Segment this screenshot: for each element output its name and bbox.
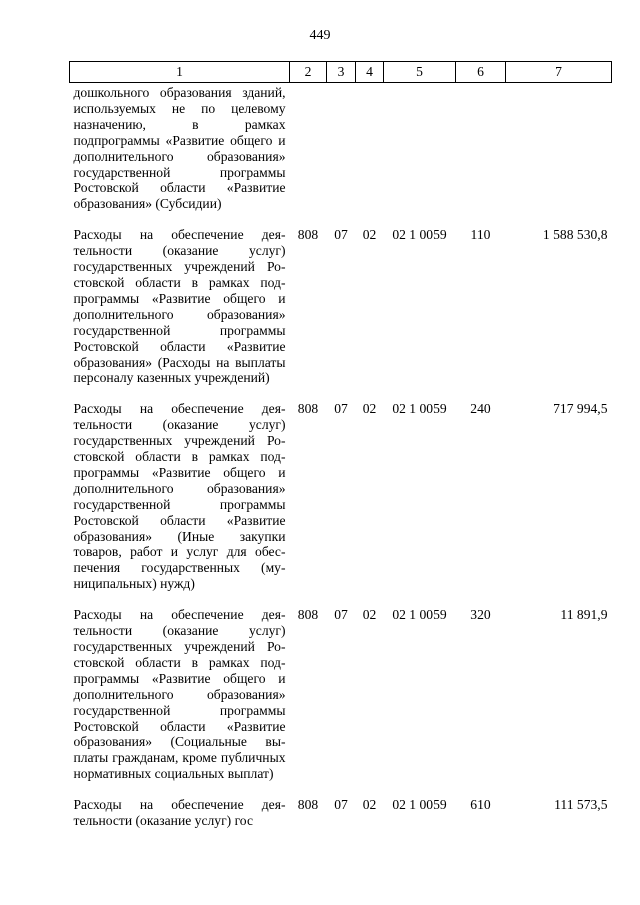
header-cell-3: 3 xyxy=(327,62,356,83)
row-description: Расходы на обеспечение деятельности (оказание услуг) гос xyxy=(73,797,286,829)
table-header xyxy=(70,62,612,83)
row-description: дошкольного образования зданий, используемых не по целевому назначению, в рамках подпрограммы «Развитие общего и дополнительного образования» государственной программы Ростовской области «Развитие образования» (Субсидии) xyxy=(73,85,286,212)
budget-table-container xyxy=(69,61,612,844)
row-expense-type-code: 610 xyxy=(470,797,491,813)
header-cell-2: 2 xyxy=(290,62,327,83)
row-amount: 1 588 530,8 xyxy=(542,227,608,243)
page-number: 449 xyxy=(309,28,331,43)
row-expense-type-code: 240 xyxy=(470,401,491,417)
table-row xyxy=(70,797,612,844)
table-body xyxy=(70,83,612,844)
row-ministry-code: 808 xyxy=(297,227,319,243)
header-cell-5: 5 xyxy=(384,62,456,83)
row-section-code: 07 xyxy=(334,607,348,623)
table-row xyxy=(70,227,612,401)
row-target-code: 02 1 0059 xyxy=(392,607,447,623)
row-section-code: 07 xyxy=(334,227,348,243)
row-ministry-code xyxy=(290,83,327,228)
header-row xyxy=(70,62,612,83)
row-amount: 11 891,9 xyxy=(560,607,608,623)
row-description: Расходы на обеспечение деятельности (оказание услуг) государственных учреждений Ростовской области в рамках подпрограммы «Развитие общего и дополнительного образования» государственной программы Ростовской области «Развитие образования» (Иные закупки товаров, работ и услуг для обеспечения государственных (муниципальных) нужд) xyxy=(73,401,286,592)
header-cell-7: 7 xyxy=(506,62,612,83)
header-cell-6: 6 xyxy=(456,62,506,83)
table-row xyxy=(70,83,612,228)
row-expense-type-code: 110 xyxy=(470,227,491,243)
row-amount xyxy=(506,83,612,228)
row-section-code xyxy=(327,83,356,228)
budget-table xyxy=(69,61,612,844)
row-target-code: 02 1 0059 xyxy=(392,797,447,813)
table-row xyxy=(70,401,612,607)
row-amount: 717 994,5 xyxy=(553,401,608,417)
table-row xyxy=(70,607,612,797)
row-ministry-code: 808 xyxy=(297,797,319,813)
row-description: Расходы на обеспечение деятельности (оказание услуг) государственных учреждений Ростовской области в рамках подпрограммы «Развитие общего и дополнительного образования» государственной программы Ростовской области «Развитие образования» (Расходы на выплаты персоналу казенных учреждений) xyxy=(73,227,286,386)
row-subsection-code xyxy=(356,83,384,228)
header-cell-1: 1 xyxy=(70,62,290,83)
row-subsection-code: 02 xyxy=(362,401,377,417)
row-subsection-code: 02 xyxy=(362,797,377,813)
row-ministry-code: 808 xyxy=(297,401,319,417)
header-cell-4: 4 xyxy=(356,62,384,83)
row-target-code: 02 1 0059 xyxy=(392,227,447,243)
row-description: Расходы на обеспечение деятельности (оказание услуг) государственных учреждений Ростовской области в рамках подпрограммы «Развитие общего и дополнительного образования» государственной программы Ростовской области «Развитие образования» (Социальные выплаты гражданам, кроме публичных нормативных социальных выплат) xyxy=(73,607,286,782)
row-ministry-code: 808 xyxy=(297,607,319,623)
row-section-code: 07 xyxy=(334,797,348,813)
row-subsection-code: 02 xyxy=(362,607,377,623)
row-target-code: 02 1 0059 xyxy=(392,401,447,417)
row-section-code: 07 xyxy=(334,401,348,417)
row-expense-type-code xyxy=(456,83,506,228)
row-subsection-code: 02 xyxy=(362,227,377,243)
row-target-code xyxy=(384,83,456,228)
row-amount: 111 573,5 xyxy=(554,797,608,813)
row-expense-type-code: 320 xyxy=(470,607,491,623)
